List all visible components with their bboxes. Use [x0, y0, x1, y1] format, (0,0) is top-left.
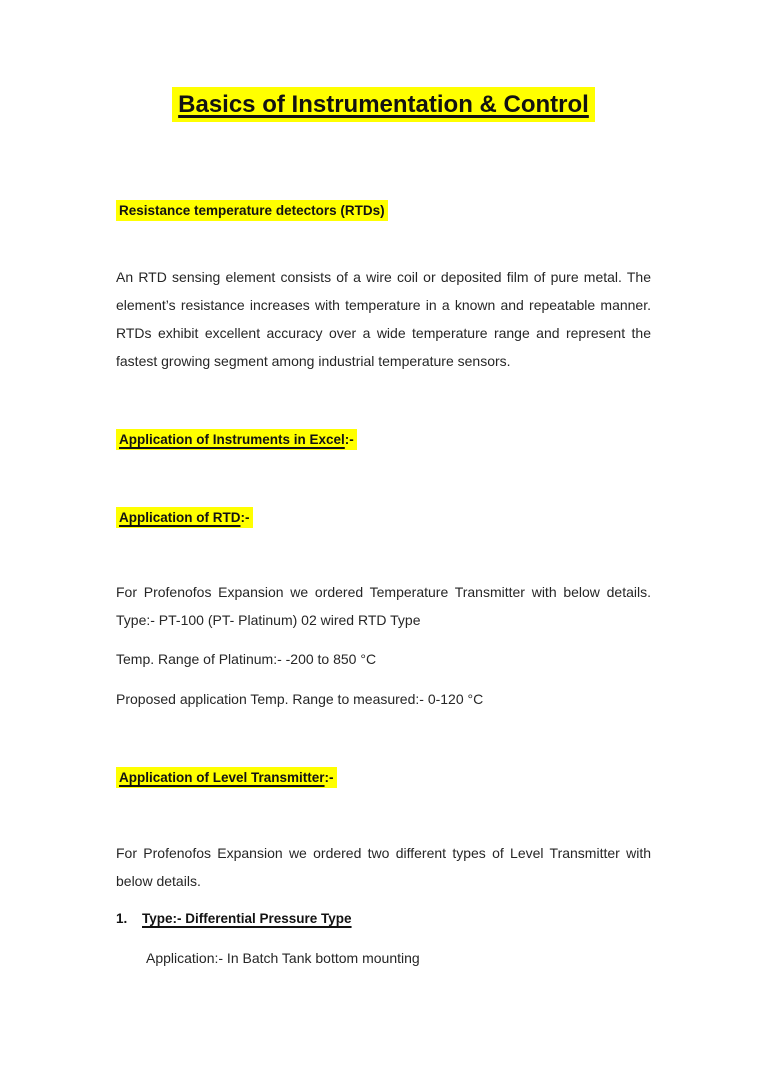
list-item-title: Type:- Differential Pressure Type [142, 911, 352, 926]
heading-application-excel-suffix: :- [344, 432, 354, 447]
document-title [116, 86, 651, 124]
heading-application-rtd [116, 506, 651, 530]
heading-application-level-transmitter-highlight [116, 767, 337, 788]
heading-application-rtd-label: Application of RTD [119, 510, 241, 525]
heading-application-level-transmitter-label: Application of Level Transmitter [119, 770, 325, 785]
heading-application-excel [116, 428, 651, 452]
heading-application-excel-label: Application of Instruments in Excel [119, 432, 345, 447]
list-item-differential-pressure [116, 907, 651, 931]
paragraph-level-transmitter: For Profenofos Expansion we ordered two different types of Level Transmitter with below details. [116, 845, 651, 889]
list-item-application-line: Application:- In Batch Tank bottom mounting [146, 950, 420, 966]
heading-application-rtd-highlight [116, 507, 253, 528]
paragraph-rtd-description: An RTD sensing element consists of a wire coil or deposited film of pure metal. The element’s resistance increases with temperature in a known and repeatable manner. RTDs exhibit excellent accuracy over a wide temperature range and represent the fastest growing segment among industrial temperature sensors. [116, 269, 651, 369]
heading-application-rtd-suffix: :- [240, 510, 250, 525]
heading-rtd-detectors-label: Resistance temperature detectors (RTDs) [116, 200, 388, 221]
heading-rtd-detectors [116, 199, 651, 223]
heading-application-level-transmitter-suffix: :- [324, 770, 334, 785]
document-title-highlight: Basics of Instrumentation & Control [172, 87, 595, 122]
list-item-number: 1. [116, 911, 128, 926]
line-proposed-range: Proposed application Temp. Range to measured:- 0-120 °C [116, 691, 484, 707]
line-temp-range: Temp. Range of Platinum:- -200 to 850 °C [116, 651, 377, 667]
heading-application-level-transmitter [116, 766, 651, 790]
heading-application-excel-highlight [116, 429, 357, 450]
paragraph-rtd-application: For Profenofos Expansion we ordered Temperature Transmitter with below details. Type:- PT-100 (PT- Platinum) 02 wired RTD Type [116, 584, 651, 628]
